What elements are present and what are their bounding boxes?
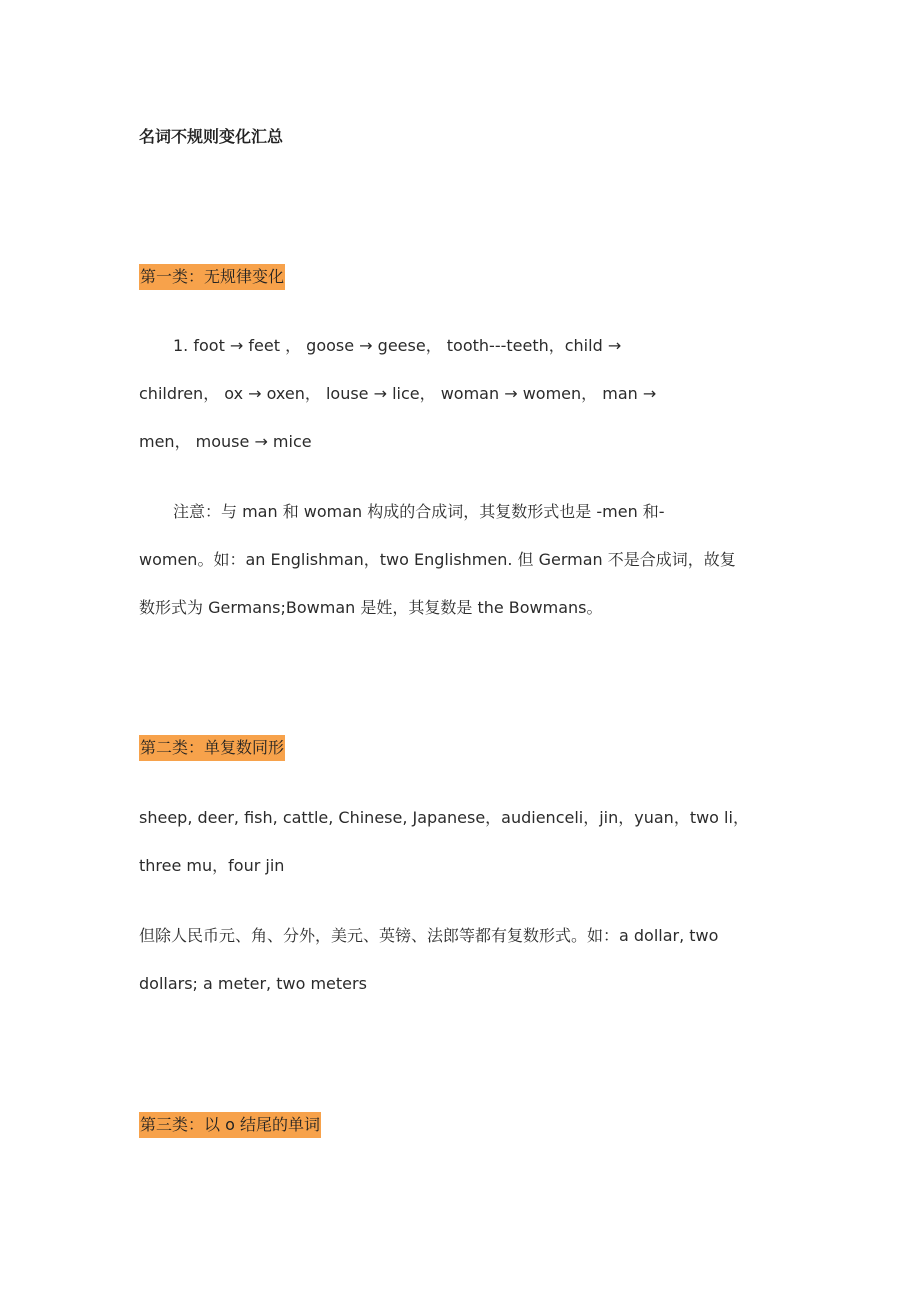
section-2-note-line-2: dollars; a meter, two meters	[139, 974, 367, 993]
section-1-note-line-2: women。如：an Englishman，two Englishmen. 但 German 不是合成词，故复	[139, 550, 736, 569]
section-2-line-2: three mu，four jin	[139, 856, 285, 875]
section-1-line-3: men， mouse → mice	[139, 432, 312, 451]
section-heading-2: 第二类：单复数同形	[139, 735, 285, 761]
section-2-note-line-1: 但除人民币元、角、分外，美元、英镑、法郎等都有复数形式。如：a dollar, two	[139, 926, 719, 945]
section-1-line-2: children， ox → oxen， louse → lice， woman → women， man →	[139, 384, 657, 403]
section-1-line-1: 1. foot → feet ， goose → geese， tooth---teeth，child →	[173, 336, 622, 355]
section-heading-3: 第三类：以 o 结尾的单词	[139, 1112, 321, 1138]
section-1-note-line-3: 数形式为 Germans;Bowman 是姓，其复数是 the Bowmans。	[139, 598, 603, 617]
section-1-note-line-1: 注意：与 man 和 woman 构成的合成词，其复数形式也是 -men 和-	[173, 502, 665, 521]
section-2-line-1: sheep, deer, fish, cattle, Chinese, Japanese，audienceli，jin，yuan，two li，	[139, 808, 749, 827]
document-title: 名词不规则变化汇总	[139, 127, 284, 146]
section-heading-1: 第一类：无规律变化	[139, 264, 285, 290]
